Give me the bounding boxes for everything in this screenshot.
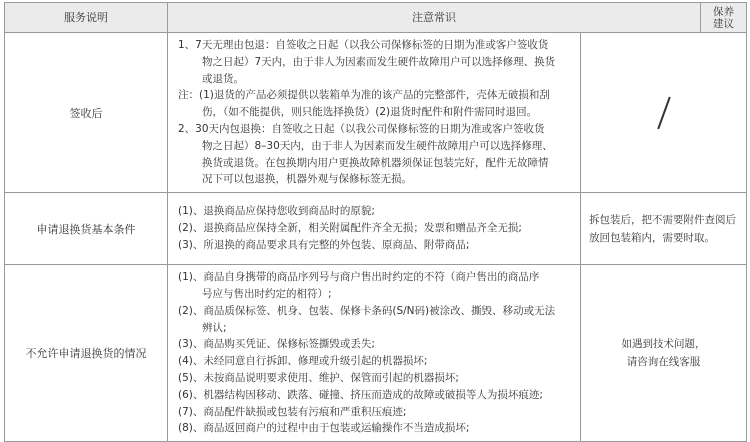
table-row-sign <box>5 33 747 193</box>
row-advice-conditions: 拆包装后，把不需要附件查阅后放回包装箱内，需要时取。 <box>581 193 747 265</box>
header-row <box>5 3 747 33</box>
header-advice: 保养 建议 <box>701 3 747 33</box>
header-service: 服务说明 <box>5 3 168 33</box>
service-table <box>4 2 747 442</box>
table-row-conditions <box>5 193 747 265</box>
header-notes: 注意常识 <box>168 3 701 33</box>
row-advice-not-allowed: 如遇到技术问题， 请咨询在线客服 <box>581 265 747 442</box>
row-label-not-allowed: 不允许申请退换货的情况 <box>5 265 168 442</box>
table-row-not-allowed <box>5 265 747 442</box>
row-label-sign: 签收后 <box>5 33 168 193</box>
row-notes-sign: 1、7天无理由包退：自签收之日起（以我公司保修标签的日期为准或客户签收货 物之日起）7天内，由于非人为因素而发生硬件故障用户可以选择修理、换货 或退货。 注：(1)退货的产品必须提供以装箱单为准的该产品的完整部件，壳体无破损和刮 伤，（如不能提供，则只能选择换货）(2)退货时配件和附件需同时退回。 2、30天内包退换：自签收之日起（以我公司保修标签的日期为准或客户签收货 物之日起）8–30天内，由于非人为因素而发生硬件故障用户可以选择修理、 换货或退货。在包换期内用户更换故障机器须保证包装完好，配件无故障情 况下可以包退换，机器外观与保修标签无损。 <box>168 33 581 193</box>
row-notes-not-allowed: (1)、商品自身携带的商品序列号与商户售出时约定的不符（商户售出的商品序 号应与售出时约定的相符）; (2)、商品质保标签、机身、包装、保修卡条码(S/N码)被涂改、撕毁、移动或无法 辨认; (3)、商品购买凭证、保修标签撕毁或丢失; (4)、未经同意自行拆卸、修理或升级引起的机器损坏; (5)、未按商品说明要求使用、维护、保管而引起的机器损坏; (6)、机器结构因移动、跌落、碰撞、挤压而造成的故障或破损等人为损坏痕迹; (7)、商品配件缺损或包装有污痕和严重积压痕迹; (8)、商品返回商户的过程中由于包装或运输操作不当造成损坏; <box>168 265 581 442</box>
row-notes-conditions: (1)、退换商品应保持您收到商品时的原貌; (2)、退换商品应保持全新，相关附属配件齐全无损；发票和赠品齐全无损; (3)、所退换的商品要求具有完整的外包装、原商品、附带商品; <box>168 193 581 265</box>
row-label-conditions: 申请退换货基本条件 <box>5 193 168 265</box>
row-advice-sign <box>581 33 747 193</box>
slash-mark <box>657 96 671 129</box>
